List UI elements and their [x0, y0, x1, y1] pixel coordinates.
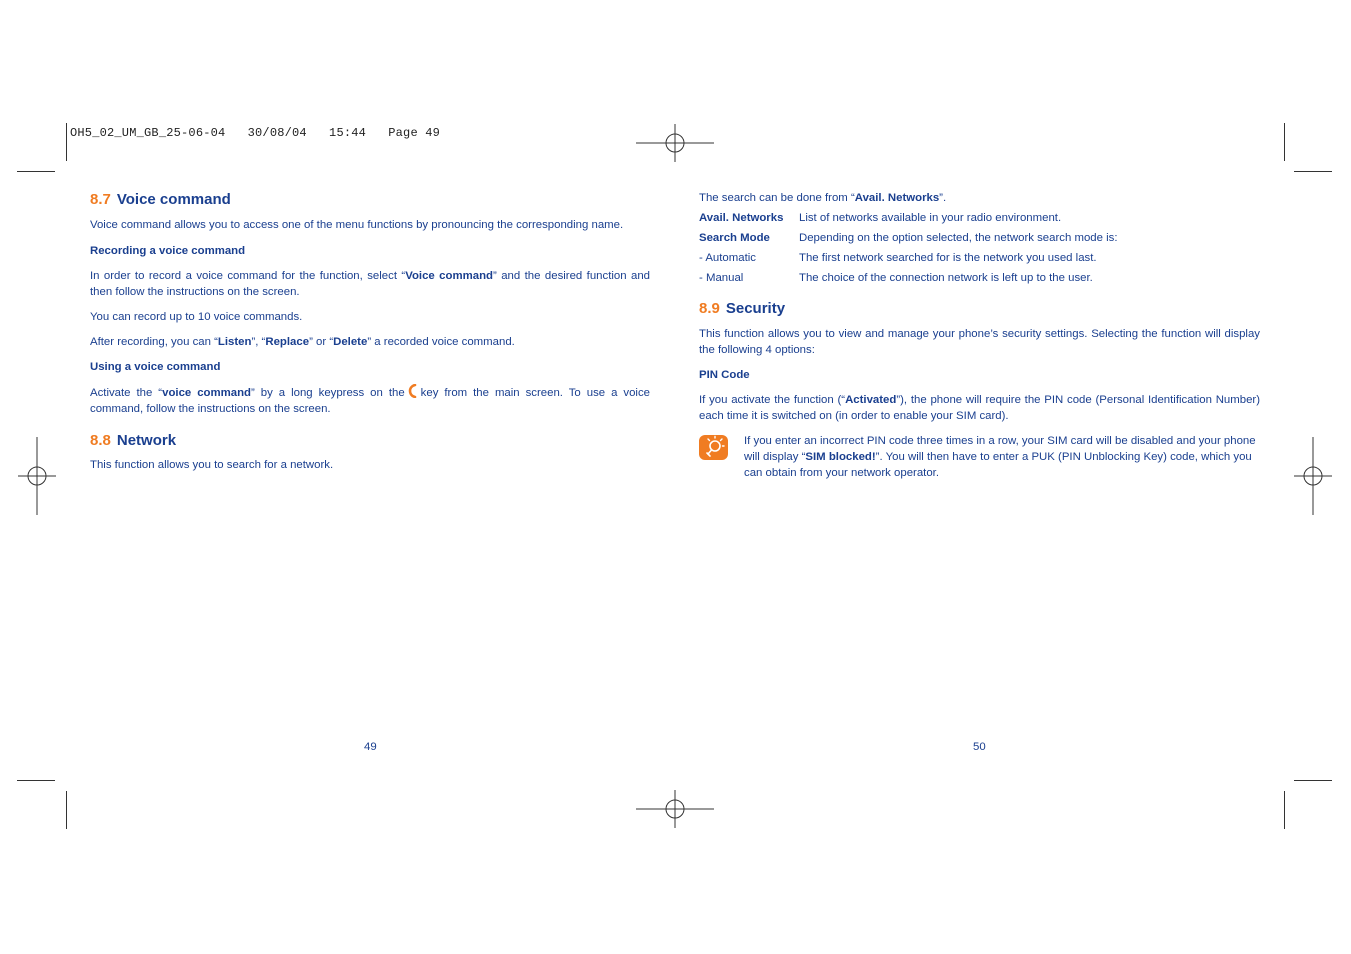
text-run: ” by a long keypress on the	[251, 387, 405, 399]
lightbulb-tip-icon	[699, 433, 728, 462]
option-term: Avail. Networks	[699, 212, 784, 224]
left-page-column	[90, 190, 650, 473]
option-description: The first network searched for is the network you used last.	[799, 252, 1097, 264]
registration-mark	[636, 104, 714, 182]
network-options-list	[699, 210, 1260, 286]
subheading-pin-code: PIN Code	[699, 369, 750, 381]
crop-mark	[1294, 780, 1332, 781]
crop-mark	[66, 123, 67, 161]
text-run: The search can be done from “	[699, 192, 855, 204]
tip-text	[744, 433, 1260, 481]
text-run: ” a recorded voice command.	[367, 336, 515, 348]
text-run: ”.	[939, 192, 947, 204]
bold-run: Avail. Networks	[854, 192, 940, 204]
option-term: Search Mode	[699, 232, 770, 244]
registration-mark	[1274, 437, 1351, 515]
right-page-column	[699, 190, 1260, 481]
subheading-using: Using a voice command	[90, 361, 221, 373]
page-number-left: 49	[364, 741, 377, 753]
bold-run: Replace	[265, 336, 310, 348]
section-heading-voice-command	[90, 190, 650, 210]
crop-mark	[1294, 171, 1332, 172]
section-title: Network	[116, 432, 177, 449]
crop-mark	[1284, 791, 1285, 829]
section-number: 8.8	[90, 432, 111, 449]
option-description: The choice of the connection network is left up to the user.	[799, 272, 1093, 284]
after-recording-paragraph	[90, 334, 650, 350]
bold-run: Voice command	[405, 270, 493, 282]
section-title: Security	[725, 300, 786, 317]
text-run: If you enter an incorrect PIN code three times in a row, your SIM card will be disabled and your phone will display “	[744, 435, 1256, 463]
text-run: ”. You will then have to enter a PUK (PIN Unblocking Key) code, which you can obtain from your network operator.	[744, 451, 1252, 479]
network-intro: This function allows you to search for a network.	[90, 459, 334, 471]
option-description: List of networks available in your radio environment.	[799, 212, 1062, 224]
pin-code-paragraph	[699, 392, 1260, 424]
registration-mark	[636, 770, 714, 848]
search-paragraph	[699, 190, 1260, 206]
registration-mark	[0, 437, 76, 515]
text-run: key from the main screen. To use a voice command, follow the instructions on the screen.	[90, 387, 650, 415]
crop-mark	[17, 780, 55, 781]
text-run: Activate the “	[90, 387, 163, 399]
crop-mark	[17, 171, 55, 172]
option-term: - Automatic	[699, 252, 756, 264]
section-number: 8.7	[90, 191, 111, 208]
text-run: After recording, you can “	[90, 336, 218, 348]
bold-run: Delete	[333, 336, 368, 348]
bold-run: Activated	[845, 394, 897, 406]
text-run: ”, “	[251, 336, 266, 348]
section-number: 8.9	[699, 300, 720, 317]
voice-command-intro: Voice command allows you to access one of the menu functions by pronouncing the corresponding name.	[90, 219, 624, 231]
crop-mark	[1284, 123, 1285, 161]
section-heading-network	[90, 431, 650, 451]
recording-paragraph	[90, 268, 650, 300]
bold-run: SIM blocked!	[805, 451, 876, 463]
page-number-right: 50	[973, 741, 986, 753]
text-run: ” or “	[309, 336, 334, 348]
bold-run: voice command	[162, 387, 252, 399]
text-run: In order to record a voice command for the function, select “	[90, 270, 406, 282]
bold-run: Listen	[217, 336, 252, 348]
section-heading-security	[699, 299, 1260, 319]
security-intro: This function allows you to view and manage your phone’s security settings. Selecting the function will display the following 4 options:	[699, 328, 1260, 356]
voice-key-icon	[408, 384, 418, 398]
record-limit-paragraph: You can record up to 10 voice commands.	[90, 311, 303, 323]
text-run: ” and the desired function and then follow the instructions on the screen.	[90, 270, 651, 298]
option-description: Depending on the option selected, the network search mode is:	[799, 232, 1118, 244]
option-term: - Manual	[699, 272, 744, 284]
using-paragraph	[90, 384, 650, 417]
text-run: ”), the phone will require the PIN code (Personal Identification Number) each time it is switched on (in order to enable your SIM card).	[699, 394, 1260, 422]
section-title: Voice command	[116, 191, 231, 208]
crop-mark	[66, 791, 67, 829]
subheading-recording: Recording a voice command	[90, 245, 246, 257]
text-run: If you activate the function (“	[699, 394, 846, 406]
print-slug: OH5_02_UM_GB_25-06-04 30/08/04 15:44 Page 49	[70, 126, 441, 140]
tip-note	[699, 433, 1260, 481]
